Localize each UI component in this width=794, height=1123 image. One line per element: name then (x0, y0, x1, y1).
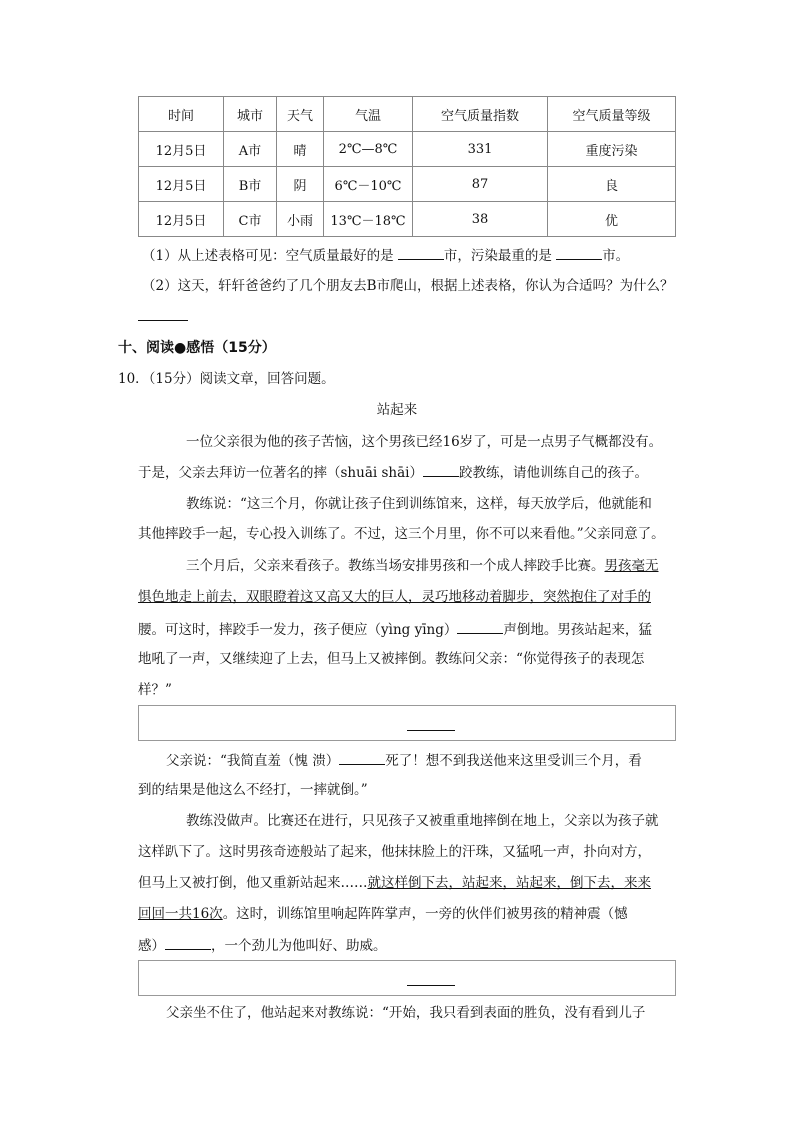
table-row (139, 167, 676, 202)
table-cell: 12月5日 (139, 132, 224, 167)
paragraph-4-text-b: 死了！想不到我送他来这里受训三个月，看 (385, 753, 642, 769)
paragraph-3-line-4: 地吼了一声，又继续迎了上去，但马上又被摔倒。教练问父亲：“你觉得孩子的表现怎 (138, 651, 645, 667)
table-cell: 重度污染 (548, 132, 676, 167)
underlined-sentence: 男孩毫无 (604, 558, 659, 574)
table-header-row (139, 97, 676, 132)
paragraph-6-line-1: 父亲坐不住了，他站起来对教练说：“开始，我只看到表面的胜负，没有看到儿子 (166, 1005, 646, 1021)
paragraph-1-text-a: 于是，父亲去拜访一位著名的摔（shuāi shāi） (138, 465, 423, 481)
table-cell: A市 (224, 132, 277, 167)
paragraph-4-text-a: 父亲说：“我简直羞（愧 溃） (166, 753, 340, 769)
header-aqi: 空气质量指数 (413, 97, 548, 132)
table-cell: 小雨 (277, 202, 324, 237)
air-quality-table (138, 96, 676, 237)
paragraph-5-text-a: 但马上又被打倒，他又重新站起来…… (138, 875, 368, 891)
table-cell: 38 (413, 202, 548, 237)
paragraph-2-line-2: 其他摔跤手一起，专心投入训练了。不过，这三个月里，你不可以来看他。”父亲同意了。 (138, 526, 665, 542)
question-10-heading: 10．（15分）阅读文章，回答问题。 (118, 371, 335, 387)
paragraph-1-line-2 (138, 462, 648, 483)
question-2: （2）这天，轩轩爸爸约了几个朋友去B市爬山，根据上述表格，你认为合适吗？为什么？ (142, 278, 674, 294)
paragraph-4-line-2: 到的结果是他这么不经打，一摔就倒。” (138, 782, 368, 798)
question-1-text-a: （1）从上述表格可见：空气质量最好的是 (142, 248, 394, 264)
header-aq-level: 空气质量等级 (548, 97, 676, 132)
table-cell: 阴 (277, 167, 324, 202)
answer-blank[interactable] (138, 306, 188, 321)
paragraph-4-line-1 (166, 750, 642, 771)
table-cell: 331 (413, 132, 548, 167)
answer-blank (407, 730, 455, 731)
table-cell: 12月5日 (139, 167, 224, 202)
paragraph-5-line-5 (138, 935, 387, 956)
header-time: 时间 (139, 97, 224, 132)
paragraph-3-text-c: 声倒地。男孩站起来，猛 (503, 622, 652, 638)
paragraph-5-line-1: 教练没做声。比赛还在进行，只见孩子又被重重地摔倒在地上，父亲以为孩子就 (186, 813, 659, 829)
question-1-text-c: 市。 (602, 248, 630, 264)
header-city: 城市 (224, 97, 277, 132)
answer-blank[interactable] (398, 245, 444, 260)
table-cell: 晴 (277, 132, 324, 167)
header-weather: 天气 (277, 97, 324, 132)
paragraph-5-line-3 (138, 873, 651, 893)
table-cell: B市 (224, 167, 277, 202)
answer-blank[interactable] (556, 245, 602, 260)
table-cell: C市 (224, 202, 277, 237)
header-temperature: 气温 (324, 97, 413, 132)
table-cell: 2℃—8℃ (324, 132, 413, 167)
answer-blank[interactable] (457, 619, 503, 634)
table-cell: 6℃－10℃ (324, 167, 413, 202)
table-row (139, 132, 676, 167)
table-row (139, 202, 676, 237)
answer-blank[interactable] (165, 935, 211, 950)
question-1-text-b: 市，污染最重的是 (443, 248, 552, 264)
paragraph-1-line-1: 一位父亲很为他的孩子苦恼，这个男孩已经16岁了，可是一点男子气概都没有。 (186, 434, 663, 450)
table-cell: 12月5日 (139, 202, 224, 237)
answer-blank[interactable] (339, 750, 385, 765)
paragraph-3-text-b: 腰。可这时，摔跤手一发力，孩子便应（yìng yīng） (138, 622, 458, 638)
paragraph-1-text-b: 跤教练，请他训练自己的孩子。 (458, 465, 648, 481)
paragraph-3-line-2: 惧色地走上前去，双眼瞪着这又高又大的巨人，灵巧地移动着脚步，突然抱住了对手的 (138, 589, 651, 605)
table-cell: 良 (548, 167, 676, 202)
paragraph-3-line-5: 样？” (138, 682, 172, 698)
paragraph-2-line-1: 教练说：“这三个月，你就让孩子住到训练馆来，这样，每天放学后，他就能和 (186, 496, 652, 512)
paragraph-3-text-a: 三个月后，父亲来看孩子。教练当场安排男孩和一个成人摔跤手比赛。 (186, 558, 605, 574)
answer-blank (407, 985, 455, 986)
paragraph-5-line-4 (138, 904, 628, 924)
paragraph-5-text-b: 。这时，训练馆里响起阵阵掌声，一旁的伙伴们被男孩的精神震（憾 (222, 906, 628, 922)
question-1 (142, 245, 629, 266)
answer-blank[interactable] (423, 462, 459, 477)
question-2-answer (138, 306, 188, 327)
paragraph-5-line-2: 这样趴下了。这时男孩奇迹般站了起来，他抹抹脸上的汗珠，又猛吼一声，扑向对方， (138, 844, 651, 860)
table-cell: 13℃－18℃ (324, 202, 413, 237)
underlined-sentence: 回回一共16次 (138, 906, 223, 922)
table-cell: 87 (413, 167, 548, 202)
answer-box-1[interactable] (138, 705, 676, 741)
paragraph-3-line-3 (138, 619, 652, 640)
paragraph-3-line-1 (186, 556, 659, 576)
underlined-sentence: 就这样倒下去，站起来，站起来，倒下去，来来 (367, 875, 651, 891)
section-title: 十、阅读●感悟（15分） (118, 340, 276, 356)
paragraph-5-text-d: ，一个劲儿为他叫好、助威。 (211, 938, 387, 954)
paragraph-5-text-c: 感） (138, 938, 165, 954)
article-title: 站起来 (376, 402, 418, 418)
table-cell: 优 (548, 202, 676, 237)
answer-box-2[interactable] (138, 960, 676, 996)
